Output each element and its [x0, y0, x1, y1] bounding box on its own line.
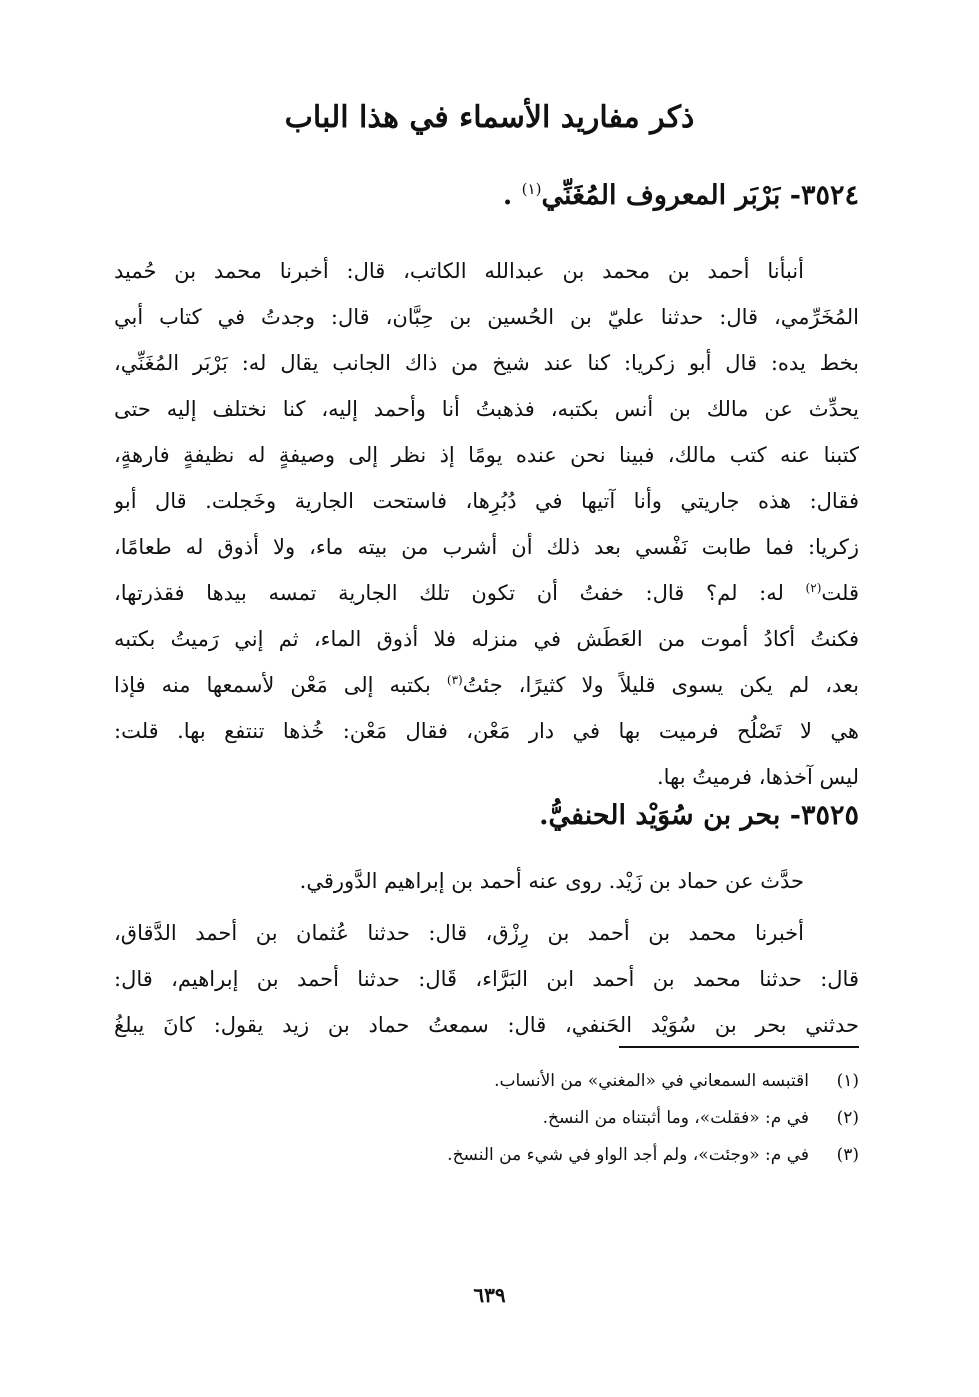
footnote-1	[494, 1064, 859, 1098]
footnote-ref-3: (٣)	[446, 673, 463, 687]
body-line	[114, 662, 859, 708]
entry-3524-title-end: .	[502, 180, 522, 211]
body-line: كتبنا عنه كتب مالك، فبينا نحن عنده يومًا إذ نظر إلى وصيفةٍ له نظيفةٍ فارهةٍ،	[114, 443, 859, 467]
body-line-text: بعد، لم يكن يسوى قليلاً ولا كثيرًا، جئتُ	[462, 673, 859, 697]
entry-3525-title: ٣٥٢٥- بحر بن سُوَيْد الحنفيُّ.	[539, 800, 859, 831]
body-line: فقال: هذه جاريتي وأنا آتيها في دُبُرِها، فاستحت الجارية وخَجلت. قال أبو	[114, 489, 859, 513]
body-line: فكنتُ أكادُ أموت من العَطَش في منزله فلا أذوق الماء، ثم إني رَميتُ بكتبه	[114, 627, 859, 651]
footnote-2	[543, 1101, 859, 1135]
body-line: ليس آخذها، فرميتُ بها.	[656, 765, 859, 789]
body-line: هي لا تَصْلُح فرميت بها في دار مَعْن، فقال مَعْن: خُذها تنتفع بها. قلت:	[114, 719, 859, 743]
body-line-text: له: لم؟ قال: خفتُ أن تكون تلك الجارية تمسه بيدها فقذرتها،	[114, 581, 806, 605]
footnote-text: في م: «فقلت»، وما أثبتناه من النسخ.	[542, 1108, 809, 1128]
footnote-text: في م: «وجئت»، ولم أجد الواو في شيء من النسخ.	[447, 1145, 809, 1165]
footnote-ref-2: (٢)	[805, 581, 822, 595]
body-line	[114, 570, 859, 616]
entry-3524-title-text: ٣٥٢٤- بَرْبَر المعروف المُغَنِّي	[541, 180, 859, 211]
footnote-text: اقتبسه السمعاني في «المغني» من الأنساب.	[494, 1071, 809, 1091]
footnote-number: (٣)	[836, 1145, 859, 1165]
body-line-text: قلت	[821, 581, 859, 605]
body-line: حدَّث عن حماد بن زَيْد. روى عنه أحمد بن إبراهيم الدَّورقي.	[299, 869, 804, 893]
footnote-separator	[619, 1046, 859, 1048]
section-heading: ذكر مفاريد الأسماء في هذا الباب	[284, 100, 695, 135]
body-line: زكريا: فما طابت نَفْسي بعد ذلك أن أشرب من بيته ماء، ولا أذوق له طعامًا،	[114, 535, 859, 559]
body-line: يحدِّث عن مالك بن أنس بكتبه، فذهبتُ أنا وأحمد إليه، كنا نختلف إليه حتى	[114, 397, 859, 421]
body-line: قال: حدثنا محمد بن أحمد ابن البَرَّاء، قَال: حدثنا أحمد بن إبراهيم، قال:	[114, 967, 859, 991]
page-number: ٦٣٩	[473, 1283, 506, 1307]
body-line: أخبرنا محمد بن أحمد بن رِزْق، قال: حدثنا عُثمان بن أحمد الدَّقاق،	[114, 921, 804, 945]
body-line: بخط يده: قال أبو زكريا: كنا عند شيخ من ذاك الجانب يقال له: بَرْبَر المُغَنِّي،	[114, 351, 859, 375]
entry-3524-title	[503, 180, 859, 211]
footnote-number: (٢)	[836, 1108, 859, 1128]
body-line-text: بكتبه إلى مَعْن لأسمعها منه فإذا	[114, 673, 447, 697]
body-line: المُخَرِّمي، قال: حدثنا عليّ بن الحُسين بن حِبَّان، قال: وجدتُ في كتاب أبي	[114, 305, 859, 329]
body-line: حدثني بحر بن سُوَيْد الحَنفي، قال: سمعتُ حماد بن زيد يقول: كانَ يبلغُ	[114, 1013, 859, 1037]
body-line: أنبأنا أحمد بن محمد بن عبدالله الكاتب، قال: أخبرنا محمد بن حُميد	[114, 259, 804, 283]
footnote-number: (١)	[836, 1071, 859, 1091]
footnote-ref-1: (١)	[521, 180, 542, 198]
footnote-3	[447, 1138, 859, 1172]
